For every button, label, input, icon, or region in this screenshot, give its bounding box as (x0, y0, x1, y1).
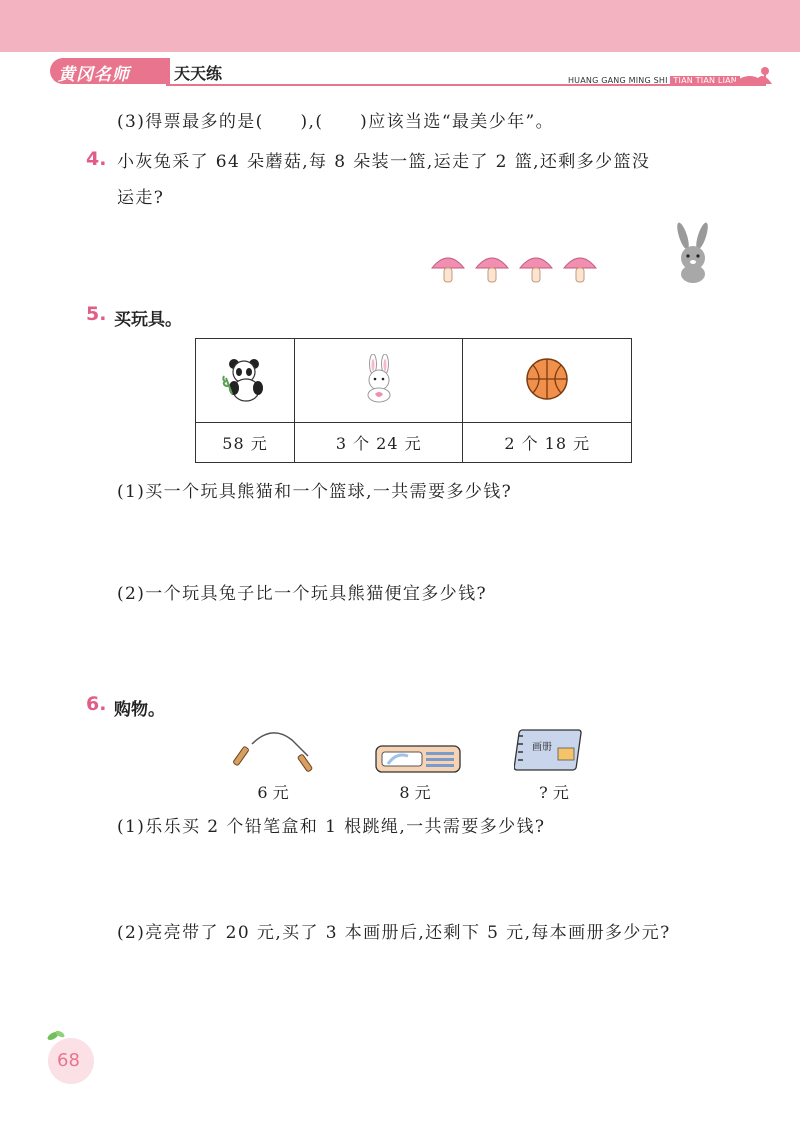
q4-number: 4. (86, 148, 107, 170)
toy-cell-basketball (463, 339, 632, 423)
q5-part1-text: (1)买一个玩具熊猫和一个篮球,一共需要多少钱? (117, 482, 513, 502)
leaf-icon (46, 1028, 66, 1044)
picture-book-icon (514, 726, 586, 774)
q6-title: 购物。 (114, 700, 165, 720)
price-rabbit: 3 个 24 元 (294, 423, 463, 463)
rabbit-icon (359, 354, 399, 404)
gray-rabbit-icon (668, 222, 718, 284)
header-english-text: HUANG GANG MING SHI (567, 76, 668, 85)
q4-line2: 运走? (117, 188, 165, 208)
q5-part2-text: (2)一个玩具兔子比一个玩具熊猫便宜多少钱? (117, 584, 487, 604)
mushroom-icon (476, 258, 508, 282)
price-jump-rope: 6 元 (257, 783, 289, 802)
header-band (0, 0, 800, 52)
mushroom-icon (520, 258, 552, 282)
price-picture-book: ? 元 (539, 783, 569, 802)
q6-part2-text: (2)亮亮带了 20 元,买了 3 本画册后,还剩下 5 元,每本画册多少元? (117, 923, 671, 943)
q6-number: 6. (86, 693, 107, 715)
mushroom-icon (432, 258, 464, 282)
q5-number: 5. (86, 303, 107, 325)
price-pencil-box: 8 元 (399, 783, 431, 802)
tree-icon (732, 66, 772, 84)
picture-book-label: 画册 (532, 742, 552, 753)
series-title: 天天练 (174, 64, 223, 83)
header-english (568, 76, 740, 85)
q5-title: 买玩具。 (114, 310, 182, 330)
page-number-badge (48, 1038, 94, 1084)
brand-title: 黄冈名师 (58, 65, 130, 85)
price-basketball: 2 个 18 元 (463, 423, 632, 463)
toy-cell-panda (196, 339, 295, 423)
toy-price-table (195, 338, 632, 463)
jump-rope-icon (232, 728, 322, 774)
mushroom-icon (564, 258, 596, 282)
q6-part1-text: (1)乐乐买 2 个铅笔盒和 1 根跳绳,一共需要多少钱? (117, 817, 546, 837)
pencil-box-icon (374, 740, 464, 776)
mushroom-group (430, 250, 610, 286)
toy-cell-rabbit (294, 339, 463, 423)
q4-line1: 小灰兔采了 64 朵蘑菇,每 8 朵装一篮,运走了 2 篮,还剩多少篮没 (117, 152, 651, 172)
price-panda: 58 元 (196, 423, 295, 463)
header-english-tag: TIAN TIAN LIAN (670, 76, 740, 85)
q3-part3-text: (3)得票最多的是( ),( )应该当选“最美少年”。 (117, 112, 554, 132)
page-number: 68 (57, 1050, 80, 1071)
page-header (0, 0, 800, 90)
panda-icon (220, 354, 270, 404)
basketball-icon (525, 357, 569, 401)
